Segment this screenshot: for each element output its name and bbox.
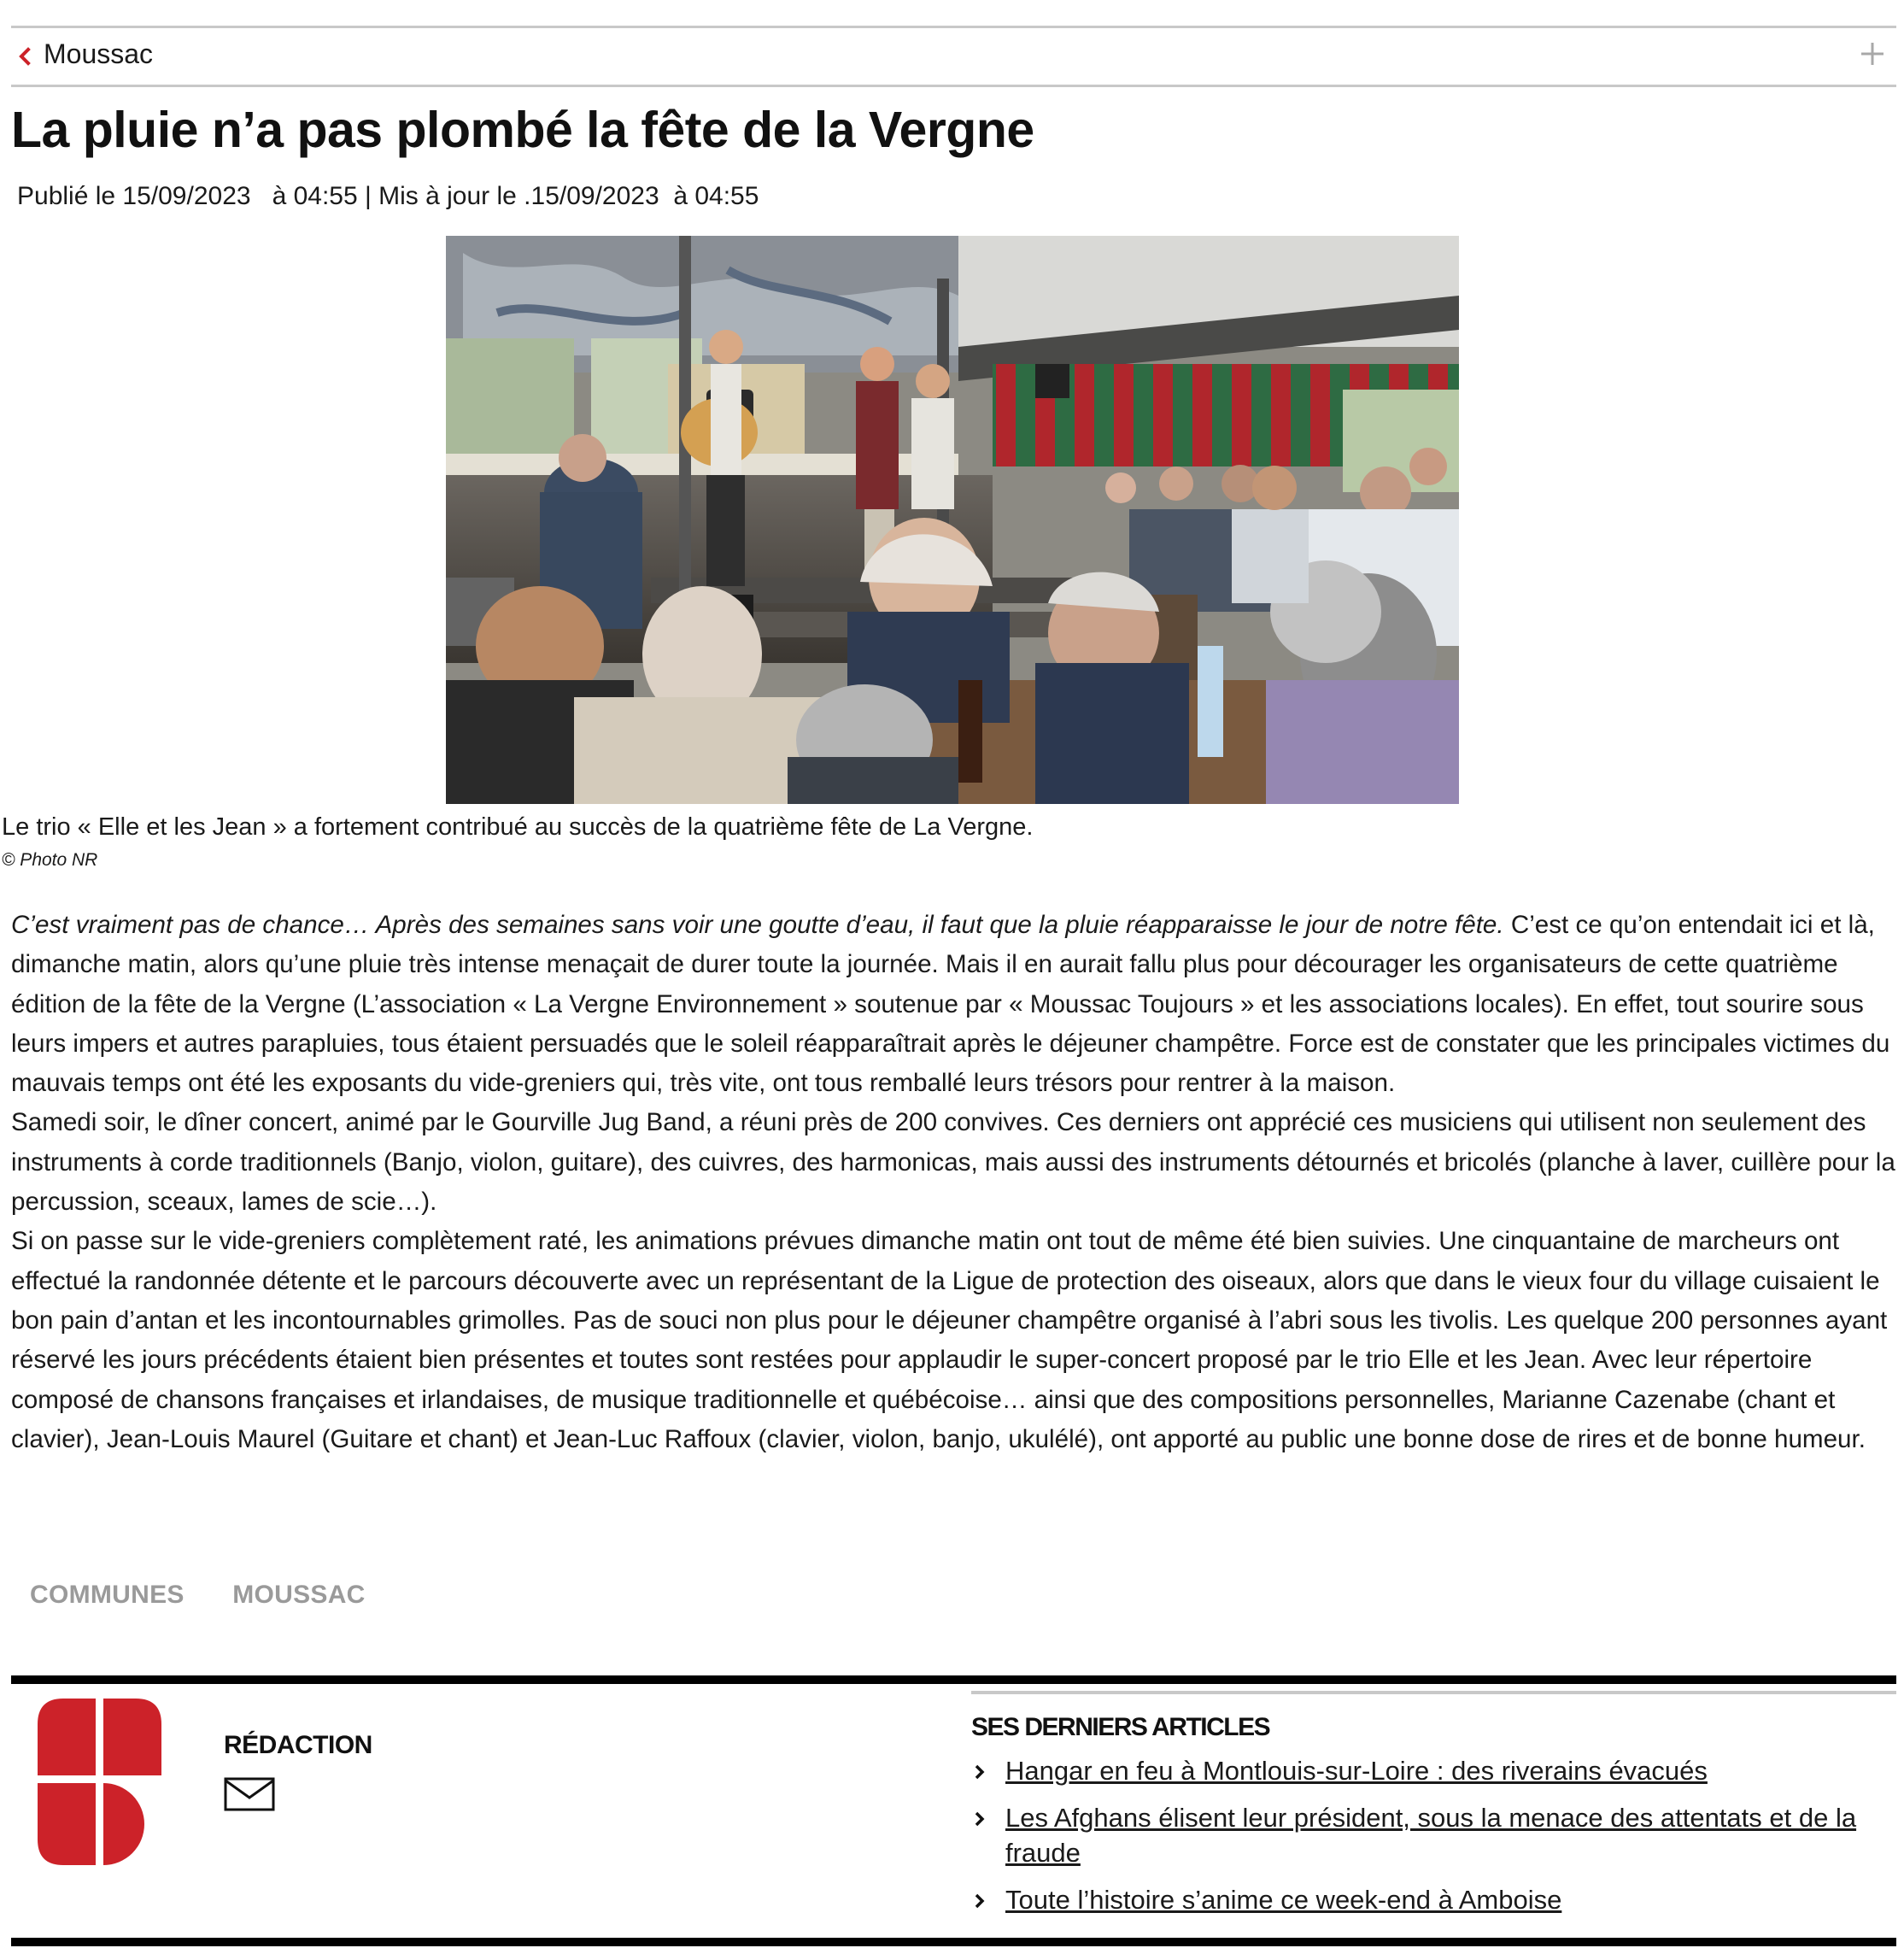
article-title: La pluie n’a pas plombé la fête de la Vergne bbox=[11, 102, 1034, 158]
paragraph: Samedi soir, le dîner concert, animé par le Gourville Jug Band, a réuni près de 200 convives. Ces derniers ont apprécié ces musiciens qui utilisent non seulement des instruments à corde traditionnels (Banjo, violon, guitare), des cuivres, des harmonicas, mais aussi des instruments détournés et bricolés (planche à laver, cuillère pour la percussion, sceaux, lames de scie…). bbox=[11, 1108, 1895, 1217]
breadcrumb bbox=[11, 28, 1896, 87]
author-block-top-rule bbox=[11, 1675, 1896, 1684]
chevron-right-icon bbox=[973, 1763, 987, 1781]
list-item bbox=[971, 1800, 1896, 1870]
latest-article-link[interactable]: Les Afghans élisent leur président, sous la menace des attentats et de la fraude bbox=[1005, 1803, 1857, 1868]
list-item bbox=[971, 1882, 1896, 1917]
chevron-right-icon bbox=[973, 1892, 987, 1910]
latest-articles-list bbox=[971, 1753, 1896, 1929]
article-body bbox=[11, 906, 1899, 1459]
chevron-left-icon[interactable] bbox=[13, 44, 38, 69]
tag-communes[interactable]: COMMUNES bbox=[30, 1581, 185, 1609]
chevron-right-icon bbox=[973, 1810, 987, 1828]
publication-date: Publié le 15/09/2023 à 04:55 | Mis à jour le .15/09/2023 à 04:55 bbox=[17, 182, 759, 210]
tag-list bbox=[30, 1581, 410, 1610]
paragraph bbox=[11, 906, 1899, 1103]
latest-articles-title: SES DERNIERS ARTICLES bbox=[971, 1713, 1270, 1741]
list-item bbox=[971, 1753, 1896, 1788]
intro-text: C’est ce qu’on entendait ici et là, dimanche matin, alors qu’une pluie très intense menaçait de durer toute la journée. Mais il en aurait fallu plus pour décourager les organisateurs de cette quatrième édition de la fête de la Vergne (L’association « La Vergne Environnement » soutenue par « Moussac Toujours » et les associations locales). En effet, tout sourire sous leurs impers et autres parapluies, tous étaient persuadés que le soleil réapparaîtrait après le déjeuner champêtre. Force est de constater que les principales victimes du mauvais temps ont été les exposants du vide-greniers qui, très vite, ont tous remballé leurs trésors pour rentrer à la maison. bbox=[11, 911, 1890, 1098]
breadcrumb-link[interactable]: Moussac bbox=[44, 38, 154, 69]
latest-articles-rule bbox=[971, 1691, 1896, 1694]
article-photo bbox=[446, 236, 1459, 804]
nr-logo bbox=[38, 1699, 161, 1865]
latest-article-link[interactable]: Toute l’histoire s’anime ce week-end à Amboise bbox=[1005, 1885, 1562, 1915]
latest-article-link[interactable]: Hangar en feu à Montlouis-sur-Loire : des riverains évacués bbox=[1005, 1756, 1708, 1786]
author-name: RÉDACTION bbox=[224, 1731, 372, 1759]
mail-icon[interactable] bbox=[224, 1777, 275, 1811]
photo-credit: © Photo NR bbox=[2, 850, 98, 870]
author-block-bottom-rule bbox=[11, 1938, 1896, 1946]
paragraph: Si on passe sur le vide-greniers complètement raté, les animations prévues dimanche matin ont tout de même été bien suivies. Une cinquantaine de marcheurs ont effectué la randonnée détente et le parcours découverte avec un représentant de la Ligue de protection des oiseaux, alors que dans le vieux four du village cuisaient le bon pain d’antan et les incontournables grimolles. Pas de souci non plus pour le déjeuner champêtre organisé à l’abri sous les tivolis. Les quelque 200 personnes ayant réservé les jours précédents étaient bien présentes et toutes sont restées pour applaudir le super-concert proposé par le trio Elle et les Jean. Avec leur répertoire composé de chansons françaises et irlandaises, de musique traditionnelle et québécoise… ainsi que des compositions personnelles, Marianne Cazenabe (chant et clavier), Jean-Louis Maurel (Guitare et chant) et Jean-Luc Raffoux (clavier, violon, banjo, ukulélé), ont apporté au public une bonne dose de rires et de bonne humeur. bbox=[11, 1227, 1888, 1453]
tag-moussac[interactable]: MOUSSAC bbox=[232, 1581, 366, 1609]
plus-icon[interactable] bbox=[1857, 38, 1888, 69]
photo-caption: Le trio « Elle et les Jean » a fortement contribué au succès de la quatrième fête de La Vergne. bbox=[2, 813, 1034, 841]
intro-italic: C’est vraiment pas de chance… Après des semaines sans voir une goutte d’eau, il faut que la pluie réapparaisse le jour de notre fête. bbox=[11, 911, 1504, 939]
